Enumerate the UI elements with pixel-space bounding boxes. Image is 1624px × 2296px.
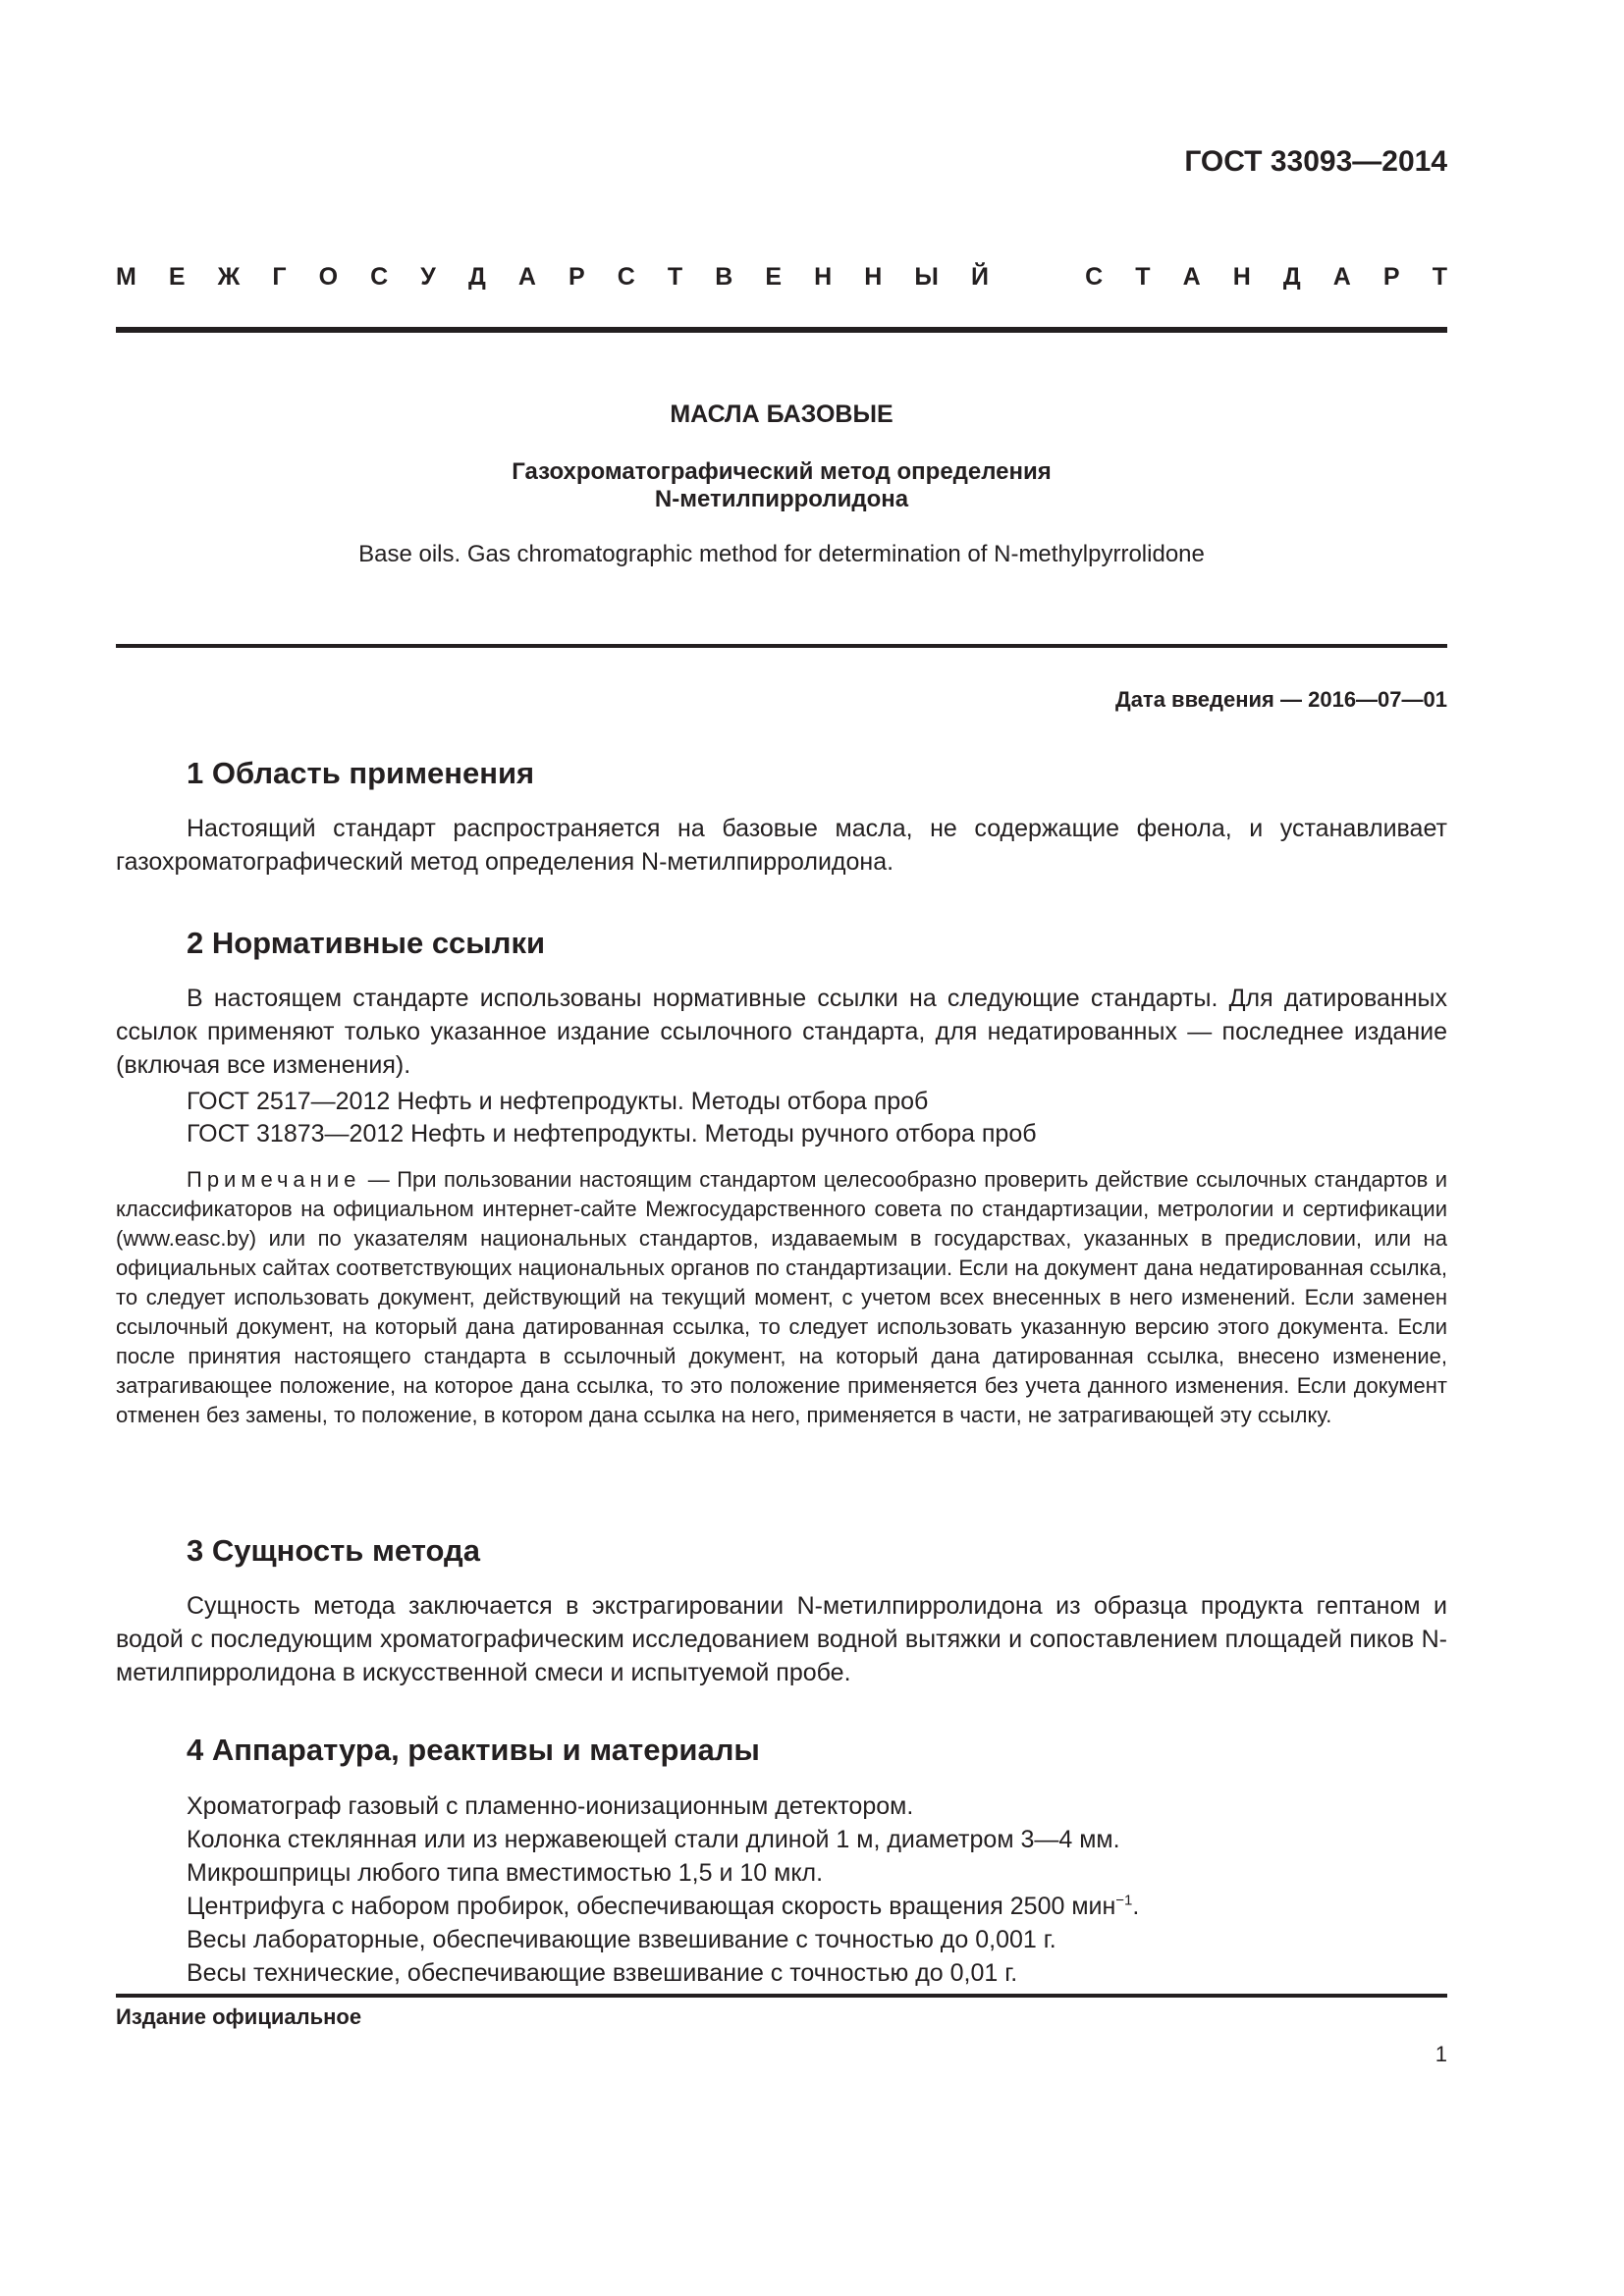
banner-letter: Р bbox=[1382, 263, 1400, 291]
note-label: Примечание bbox=[187, 1167, 361, 1192]
page-number: 1 bbox=[1435, 2042, 1447, 2066]
document-subtitle bbox=[116, 458, 1447, 513]
banner-letter: Н bbox=[814, 263, 833, 291]
section-1-text: Настоящий стандарт распространяется на базовые масла, не содержащие фенола, и устанавливает газохроматографический метод определения N-метилпирролидона. bbox=[116, 815, 1447, 876]
section-1-heading: 1 Область применения bbox=[187, 756, 535, 790]
equipment-item-text: Центрифуга с набором пробирок, обеспечивающая скорость вращения 2500 мин bbox=[187, 1893, 1116, 1920]
equipment-item bbox=[187, 1892, 1140, 1920]
normative-reference: ГОСТ 31873—2012 Нефть и нефтепродукты. Методы ручного отбора проб bbox=[187, 1120, 1037, 1148]
subtitle-line: Газохроматографический метод определения bbox=[512, 458, 1052, 485]
footer-rule bbox=[116, 1994, 1447, 1998]
banner-word-gap bbox=[1021, 265, 1053, 290]
normative-reference: ГОСТ 2517—2012 Нефть и нефтепродукты. Методы отбора проб bbox=[187, 1088, 929, 1115]
note-text: — При пользовании настоящим стандартом целесообразно проверить действие ссылочных стандартов и классификаторов на официальном интернет-сайте Межгосударственного совета по стандартизации, метрологии и сертификации (www.easc.by) или по указателям национальных стандартов, издаваемым в государствах, указанных в предисловии, или на официальных сайтах соответствующих национальных органов по стандартизации. Если на документ дана недатированная ссылка, то следует использовать документ, действующий на текущий момент, с учетом всех внесенных в него изменений. Если заменен ссылочный документ, на который дана датированная ссылка, то следует использовать указанную версию этого документа. Если после принятия настоящего стандарта в ссылочный документ, на который дана датированная ссылка, внесено изменение, затрагивающее положение, на которое дана ссылка, то это положение применяется без учета данного изменения. Если документ отменен без замены, то положение, в котором дана ссылка на него, применяется в части, не затрагивающей эту ссылку. bbox=[116, 1167, 1447, 1427]
section-3-heading: 3 Сущность метода bbox=[187, 1533, 480, 1568]
document-title: МАСЛА БАЗОВЫЕ bbox=[670, 400, 893, 428]
edition-label: Издание официальное bbox=[116, 2004, 362, 2029]
banner-letter: А bbox=[1332, 263, 1351, 291]
header-rule bbox=[116, 327, 1447, 333]
banner-letter: Н bbox=[864, 263, 883, 291]
subtitle-line: N-метилпирролидона bbox=[654, 486, 909, 512]
section-4-heading: 4 Аппаратура, реактивы и материалы bbox=[187, 1733, 760, 1767]
section-2-heading: 2 Нормативные ссылки bbox=[187, 926, 546, 960]
equipment-item: Колонка стеклянная или из нержавеющей стали длиной 1 м, диаметром 3—4 мм. bbox=[187, 1826, 1120, 1853]
interstate-standard-banner bbox=[116, 265, 1447, 290]
banner-letter: М bbox=[116, 263, 136, 291]
equipment-item-end: . bbox=[1132, 1893, 1140, 1920]
banner-letter: Н bbox=[1232, 263, 1251, 291]
banner-letter: Ы bbox=[914, 263, 939, 291]
banner-letter: Т bbox=[1432, 263, 1447, 291]
english-title: Base oils. Gas chromatographic method for determination of N-methylpyrrolidone bbox=[358, 541, 1205, 567]
banner-letter: В bbox=[715, 263, 733, 291]
banner-letter: С bbox=[1085, 263, 1104, 291]
section-2-text: В настоящем стандарте использованы нормативные ссылки на следующие стандарты. Для датированных ссылок применяют только указанное издание ссылочного стандарта, для недатированных — последнее издание (включая все изменения). bbox=[116, 985, 1447, 1079]
banner-letter: С bbox=[617, 263, 635, 291]
banner-letter: Т bbox=[667, 263, 683, 291]
banner-letter: У bbox=[420, 263, 436, 291]
banner-letter: Й bbox=[970, 263, 989, 291]
standard-code: ГОСТ 33093—2014 bbox=[1184, 145, 1447, 178]
banner-letter: Г bbox=[272, 263, 287, 291]
banner-letter: А bbox=[517, 263, 536, 291]
banner-letter: Е bbox=[765, 263, 783, 291]
note-paragraph bbox=[116, 1165, 1447, 1430]
equipment-item: Весы технические, обеспечивающие взвешивание с точностью до 0,01 г. bbox=[187, 1959, 1018, 1987]
superscript-exponent: −1 bbox=[1115, 1892, 1133, 1909]
title-rule bbox=[116, 644, 1447, 648]
banner-letter: Д bbox=[467, 263, 486, 291]
banner-letter: Ж bbox=[217, 263, 241, 291]
banner-letter: Д bbox=[1282, 263, 1301, 291]
section-3-text: Сущность метода заключается в экстрагировании N-метилпирролидона из образца продукта гептаном и водой с последующим хроматографическим исследованием водной вытяжки и сопоставлением площадей пиков N-метилпирролидона в искусственной смеси и испытуемой пробе. bbox=[116, 1592, 1447, 1686]
banner-letter: С bbox=[370, 263, 389, 291]
introduction-date: Дата введения — 2016—07—01 bbox=[1115, 687, 1447, 712]
equipment-item: Хроматограф газовый с пламенно-ионизационным детектором. bbox=[187, 1792, 914, 1820]
banner-letter: Е bbox=[168, 263, 186, 291]
banner-letter: О bbox=[318, 263, 339, 291]
banner-letter: Р bbox=[568, 263, 585, 291]
equipment-item: Микрошприцы любого типа вместимостью 1,5 и 10 мкл. bbox=[187, 1859, 824, 1887]
equipment-item: Весы лабораторные, обеспечивающие взвешивание с точностью до 0,001 г. bbox=[187, 1926, 1056, 1953]
banner-letter: Т bbox=[1135, 263, 1151, 291]
banner-letter: А bbox=[1182, 263, 1201, 291]
